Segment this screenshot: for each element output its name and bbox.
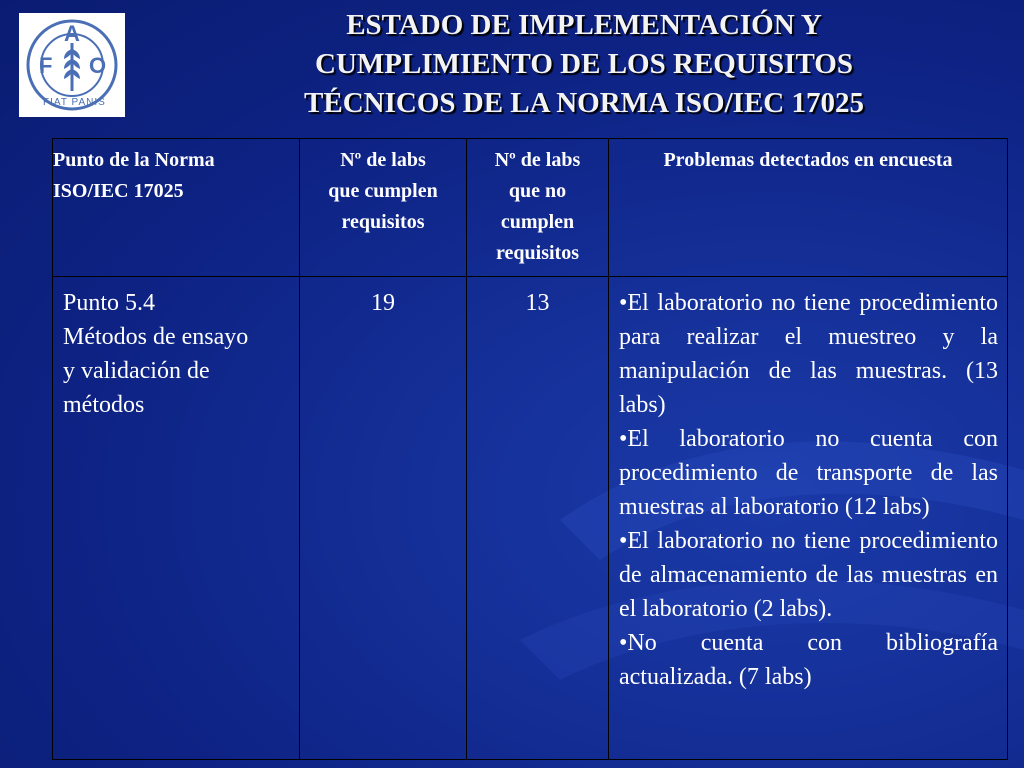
table-header-row — [53, 139, 1008, 277]
header-labs-cumplen: Nº de labs que cumplen requisitos — [300, 139, 467, 277]
header-punto-norma: Punto de la Norma ISO/IEC 17025 — [53, 139, 300, 277]
table-row — [53, 277, 1008, 760]
header-labs-no-cumplen: Nº de labs que no cumplen requisitos — [467, 139, 609, 277]
cell-no-cumplen: 13 — [467, 277, 609, 760]
logo-letter-o: O — [89, 53, 107, 78]
fao-logo — [19, 13, 125, 117]
title-line: CUMPLIMIENTO DE LOS REQUISITOS — [315, 48, 853, 80]
problem-item: •El laboratorio no tiene procedimiento de almacenamiento de las muestras en el laboratorio (2 labs). — [619, 528, 998, 622]
logo-letter-a: A — [64, 21, 80, 46]
cell-punto: Punto 5.4 Métodos de ensayo y validación de métodos — [53, 277, 300, 760]
cell-cumplen: 19 — [300, 277, 467, 760]
logo-letter-f: F — [39, 53, 53, 78]
requirements-table — [52, 138, 1008, 760]
fao-emblem-icon — [19, 13, 125, 117]
slide-title — [150, 6, 1018, 123]
problem-item: •El laboratorio no cuenta con procedimiento de transporte de las muestras al laboratorio (12 labs) — [619, 426, 998, 520]
cell-problemas — [609, 277, 1008, 760]
title-line: ESTADO DE IMPLEMENTACIÓN Y — [346, 9, 822, 41]
logo-motto: FIAT PANIS — [43, 97, 106, 108]
title-line: TÉCNICOS DE LA NORMA ISO/IEC 17025 — [304, 87, 864, 119]
problem-item: •No cuenta con bibliografía actualizada. (7 labs) — [619, 630, 998, 690]
header-problemas: Problemas detectados en encuesta — [609, 139, 1008, 277]
problem-item: •El laboratorio no tiene procedimiento para realizar el muestreo y la manipulación de las muestras. (13 labs) — [619, 290, 998, 418]
